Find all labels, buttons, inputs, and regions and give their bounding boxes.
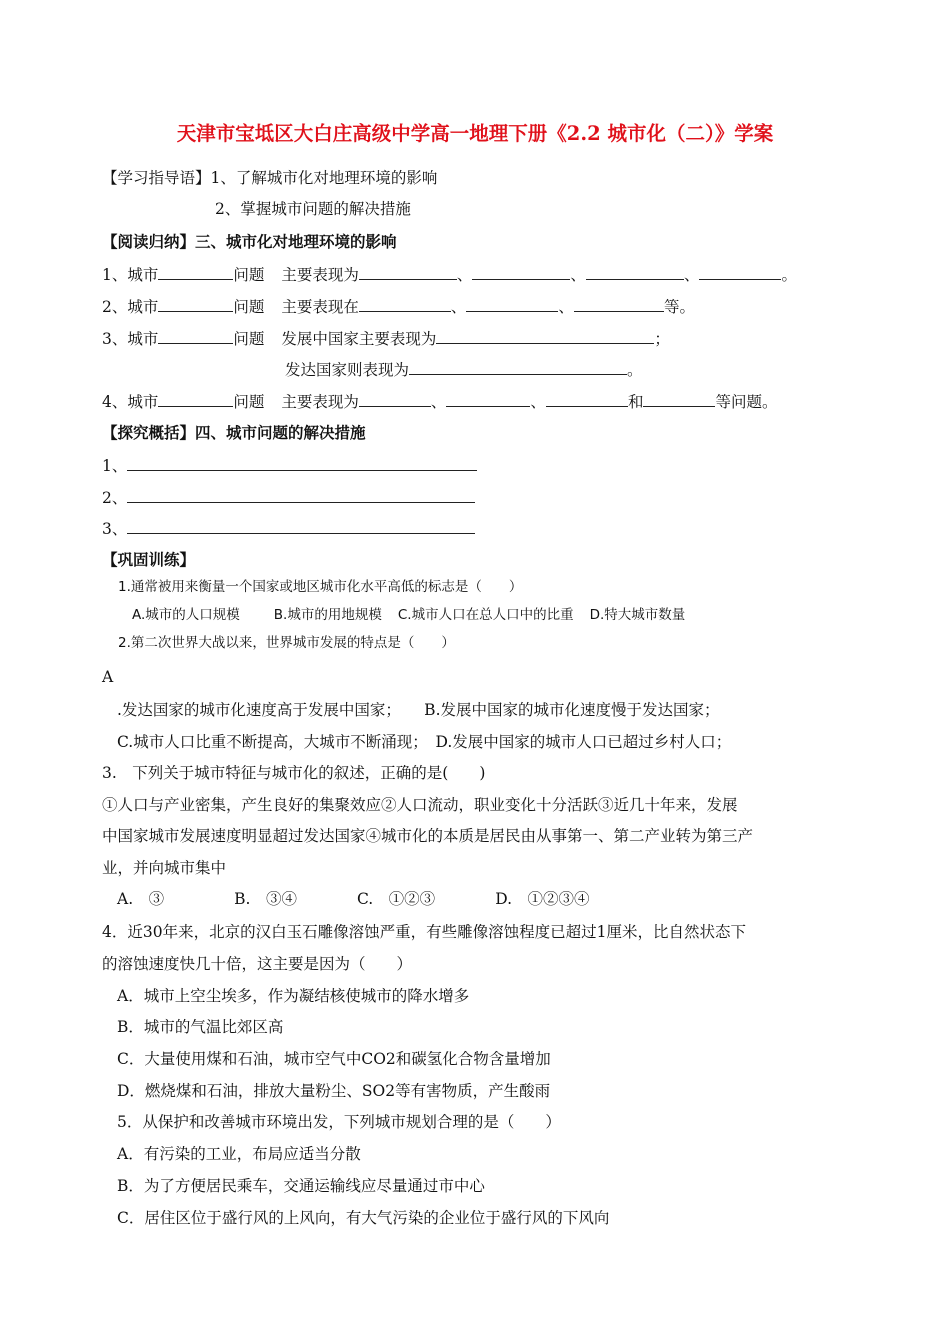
guide-line-1 — [102, 168, 437, 188]
question-4-option-c[interactable]: C．大量使用煤和石油，城市空气中CO2和碳氢化合物含量增加 — [117, 1050, 551, 1068]
question-3-text-3: 业，并向城市集中 — [102, 859, 227, 877]
separator: 、 — [530, 393, 546, 411]
option-d[interactable]: D. ①②③④ — [495, 890, 590, 908]
fill-blank[interactable] — [472, 264, 570, 280]
question-2-line-2: C.城市人口比重不断提高，大城市不断涌现； D.发展中国家的城市人口已超过乡村人口； — [117, 733, 732, 751]
option-b[interactable]: B.城市的用地规模 — [273, 607, 382, 623]
fill-blank[interactable] — [466, 296, 558, 312]
row-end: 。 — [627, 361, 643, 379]
row-problem: 问题 — [233, 266, 265, 284]
explore-line-1 — [102, 455, 477, 476]
row-end: 等。 — [663, 298, 695, 316]
reading-heading: 三、城市化对地理环境的影响 — [195, 232, 397, 251]
fill-blank[interactable] — [359, 391, 431, 407]
explore-number: 2、 — [102, 489, 128, 507]
question-5-option-b[interactable]: B．为了方便居民乘车，交通运输线应尽量通过市中心 — [117, 1177, 485, 1195]
question-4-text-1: 4．近30年来，北京的汉白玉石雕像溶蚀严重，有些雕像溶蚀程度已超过1厘米，比自然状态下 — [102, 923, 746, 941]
separator: 、 — [683, 266, 700, 284]
explore-label: 【探究概括】 — [102, 423, 196, 442]
fill-blank[interactable] — [127, 455, 477, 471]
explore-line-3 — [102, 518, 475, 539]
fill-blank[interactable] — [158, 391, 233, 407]
row-and: 和 — [627, 393, 644, 411]
row-problem: 问题 — [233, 298, 265, 316]
reading-section-heading — [102, 232, 397, 252]
option-a[interactable]: A. ③ — [117, 890, 165, 908]
question-5: 5．从保护和改善城市环境出发，下列城市规划合理的是（ ） — [117, 1113, 561, 1131]
option-c[interactable]: C. ①②③ — [356, 890, 436, 908]
question-2-letter: A — [102, 668, 114, 686]
reading-label: 【阅读归纳】 — [102, 232, 196, 251]
guide-item-1: 1、了解城市化对地理环境的影响 — [210, 169, 438, 187]
row-end: 等问题。 — [715, 393, 778, 411]
question-4-option-a[interactable]: A．城市上空尘埃多，作为凝结核使城市的降水增多 — [117, 987, 470, 1005]
fill-blank[interactable] — [127, 518, 475, 534]
fill-blank[interactable] — [409, 359, 627, 375]
row-problem: 问题 — [233, 393, 265, 411]
row-number: 4、城市 — [102, 393, 159, 411]
option-b[interactable]: B. ③④ — [234, 890, 297, 908]
reading-row-2 — [102, 296, 695, 317]
row-problem: 问题 — [233, 330, 265, 348]
fill-blank[interactable] — [158, 328, 233, 344]
separator: 、 — [450, 298, 467, 316]
reading-row-4 — [102, 391, 777, 412]
page-title: 天津市宝坻区大白庄高级中学高一地理下册《2.2 城市化（二）》学案 — [176, 122, 774, 145]
explore-number: 1、 — [102, 457, 128, 475]
row-lead: 发达国家则表现为 — [285, 361, 410, 379]
fill-blank[interactable] — [359, 296, 451, 312]
option-c[interactable]: C.城市人口在总人口中的比重 — [397, 607, 574, 623]
question-4-option-d[interactable]: D．燃烧煤和石油，排放大量粉尘、SO2等有害物质，产生酸雨 — [117, 1082, 551, 1100]
row-number: 1、城市 — [102, 266, 159, 284]
fill-blank[interactable] — [158, 296, 233, 312]
separator: 、 — [570, 266, 586, 284]
fill-blank[interactable] — [574, 296, 664, 312]
guide-label: 【学习指导语】 — [102, 169, 211, 187]
fill-blank[interactable] — [127, 487, 475, 503]
fill-blank[interactable] — [359, 264, 457, 280]
explore-line-2 — [102, 487, 475, 508]
question-4-text-2: 的溶蚀速度快几十倍，这主要是因为（ ） — [102, 955, 413, 973]
row-lead: 主要表现在 — [281, 298, 359, 316]
reading-row-3b — [285, 359, 643, 380]
reading-row-3 — [102, 328, 670, 349]
question-5-option-c[interactable]: C．居住区位于盛行风的上风向，有大气污染的企业位于盛行风的下风向 — [117, 1209, 610, 1227]
option-d[interactable]: D.特大城市数量 — [589, 607, 686, 623]
question-3-options — [117, 889, 590, 909]
row-lead: 发展中国家主要表现为 — [281, 330, 437, 348]
question-2-line-1: .发达国家的城市化速度高于发展中国家； B.发展中国家的城市化速度慢于发达国家； — [117, 701, 720, 719]
question-3-text-2: 中国家城市发展速度明显超过发达国家④城市化的本质是居民由从事第一、第二产业转为第三产 — [102, 827, 754, 845]
separator: 、 — [456, 266, 473, 284]
row-end: ； — [654, 330, 670, 348]
question-3: 3. 下列关于城市特征与城市化的叙述，正确的是( ) — [102, 764, 486, 782]
row-number: 2、城市 — [102, 298, 159, 316]
option-a[interactable]: A.城市的人口规模 — [132, 607, 240, 623]
guide-item-2: 2、掌握城市问题的解决措施 — [215, 200, 411, 218]
explore-section-heading — [102, 423, 366, 443]
question-1-options — [132, 605, 685, 625]
question-4-option-b[interactable]: B．城市的气温比郊区高 — [117, 1018, 284, 1036]
fill-blank[interactable] — [436, 328, 654, 344]
fill-blank[interactable] — [699, 264, 781, 280]
row-lead: 主要表现为 — [281, 393, 359, 411]
row-lead: 主要表现为 — [281, 266, 359, 284]
row-end: 。 — [781, 266, 797, 284]
fill-blank[interactable] — [586, 264, 684, 280]
fill-blank[interactable] — [446, 391, 530, 407]
fill-blank[interactable] — [158, 264, 233, 280]
practice-label: 【巩固训练】 — [102, 550, 196, 569]
question-1: 1.通常被用来衡量一个国家或地区城市化水平高低的标志是（ ） — [118, 579, 523, 595]
separator: 、 — [430, 393, 447, 411]
explore-number: 3、 — [102, 520, 128, 538]
separator: 、 — [558, 298, 574, 316]
row-number: 3、城市 — [102, 330, 159, 348]
reading-row-1 — [102, 264, 797, 285]
explore-heading: 四、城市问题的解决措施 — [195, 423, 366, 442]
fill-blank[interactable] — [643, 391, 715, 407]
question-2: 2.第二次世界大战以来，世界城市发展的特点是（ ） — [118, 635, 455, 651]
question-3-text-1: ①人口与产业密集，产生良好的集聚效应②人口流动，职业变化十分活跃③近几十年来，发展 — [102, 796, 738, 814]
fill-blank[interactable] — [546, 391, 628, 407]
question-5-option-a[interactable]: A．有污染的工业，布局应适当分散 — [117, 1145, 361, 1163]
